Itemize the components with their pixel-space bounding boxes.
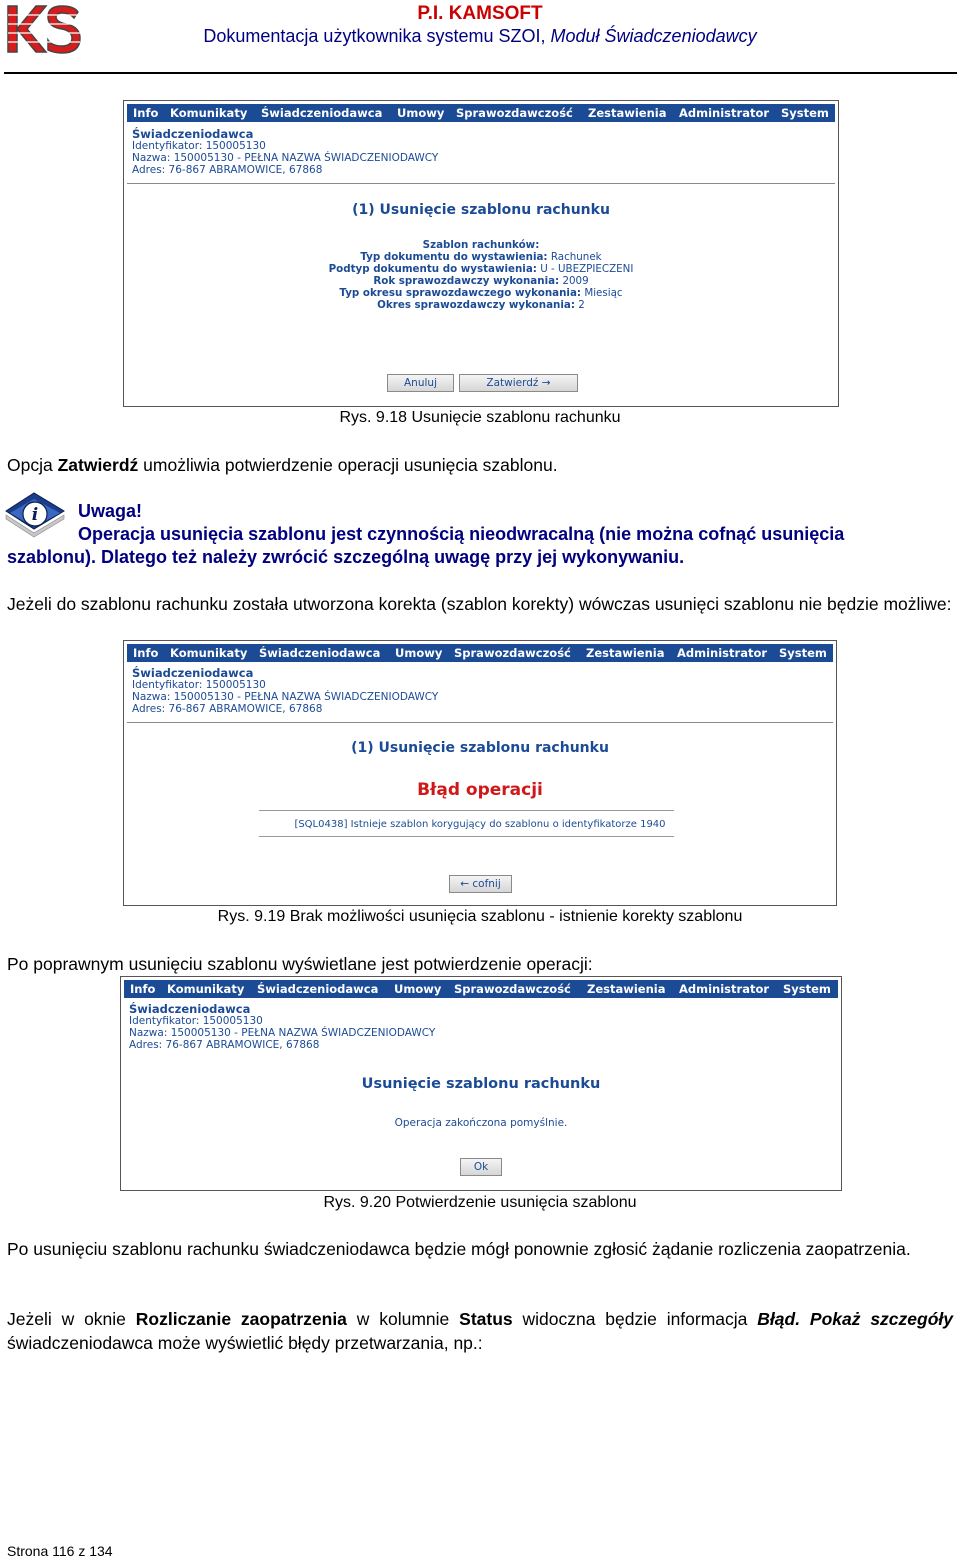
provider-separator bbox=[127, 722, 833, 723]
provider-id: Identyfikator: 150005130 bbox=[132, 140, 266, 152]
template-details: Szablon rachunków: Typ dokumentu do wystawienia: Rachunek Podtyp dokumentu do wystawienia: U - UBEZPIECZENI Rok sprawozdawczy wykonania: 2009 Typ okresu sprawozdawczego wykonania: Miesiąc Okres sprawozdawczy wykonania: 2 bbox=[124, 239, 838, 311]
menu-zestawienia[interactable]: Zestawienia bbox=[586, 646, 665, 660]
provider-info bbox=[132, 128, 438, 176]
back-button[interactable]: ← cofnij bbox=[449, 875, 512, 893]
error-message: [SQL0438] Istnieje szablon korygujący do szablonu o identyfikatorze 1940 bbox=[294, 819, 666, 830]
detail-row: Podtyp dokumentu do wystawienia: U - UBEZPIECZENI bbox=[328, 263, 634, 275]
menu-info[interactable]: Info bbox=[133, 646, 159, 660]
provider-name: Nazwa: 150005130 - PEŁNA NAZWA ŚWIADCZENIODAWCY bbox=[129, 1027, 436, 1039]
error-divider-bottom bbox=[259, 836, 674, 837]
menu-umowy[interactable]: Umowy bbox=[397, 106, 445, 120]
menu-system[interactable]: System bbox=[779, 646, 827, 660]
menu-system[interactable]: System bbox=[783, 982, 831, 996]
paragraph-confirm-option: Opcja Zatwierdź umożliwia potwierdzenie operacji usunięcia szablonu. bbox=[7, 455, 558, 475]
error-divider-top bbox=[259, 810, 674, 811]
header-divider bbox=[4, 72, 957, 74]
provider-address: Adres: 76-867 ABRAMOWICE, 67868 bbox=[132, 703, 323, 715]
screenshot-delete-success bbox=[120, 976, 842, 1191]
screenshot-delete-error bbox=[123, 640, 837, 906]
provider-address: Adres: 76-867 ABRAMOWICE, 67868 bbox=[132, 164, 323, 176]
menu-swiadczeniodawca[interactable]: Świadczeniodawca bbox=[257, 982, 379, 996]
provider-name: Nazwa: 150005130 - PEŁNA NAZWA ŚWIADCZENIODAWCY bbox=[132, 691, 439, 703]
provider-address: Adres: 76-867 ABRAMOWICE, 67868 bbox=[129, 1039, 320, 1051]
document-subtitle: Dokumentacja użytkownika systemu SZOI, Moduł Świadczeniodawcy bbox=[203, 26, 757, 46]
detail-row: Okres sprawozdawczy wykonania: 2 bbox=[377, 299, 585, 311]
form-title: (1) Usunięcie szablonu rachunku bbox=[351, 740, 609, 756]
info-icon bbox=[4, 487, 66, 539]
app-menu-bar bbox=[124, 980, 838, 998]
form-title: (1) Usunięcie szablonu rachunku bbox=[352, 202, 610, 218]
screenshot-delete-template bbox=[123, 100, 839, 407]
menu-zestawienia[interactable]: Zestawienia bbox=[587, 982, 666, 996]
error-title: Błąd operacji bbox=[417, 780, 543, 800]
menu-swiadczeniodawca[interactable]: Świadczeniodawca bbox=[259, 646, 381, 660]
paragraph-after-delete: Po poprawnym usunięciu szablonu wyświetlane jest potwierdzenie operacji: bbox=[7, 954, 593, 974]
detail-row: Typ okresu sprawozdawczego wykonania: Miesiąc bbox=[339, 287, 623, 299]
result-title: Usunięcie szablonu rachunku bbox=[361, 1076, 601, 1092]
provider-id: Identyfikator: 150005130 bbox=[132, 679, 266, 691]
menu-administrator[interactable]: Administrator bbox=[679, 106, 770, 120]
menu-system[interactable]: System bbox=[781, 106, 829, 120]
menu-umowy[interactable]: Umowy bbox=[394, 982, 442, 996]
figure-caption-9-20: Rys. 9.20 Potwierdzenie usunięcia szablonu bbox=[323, 1194, 637, 1211]
success-message: Operacja zakończona pomyślnie. bbox=[394, 1117, 568, 1129]
paragraph-resubmit: Po usunięciu szablonu rachunku świadczeniodawca będzie mógł ponownie zgłosić żądanie rozliczenia zaopatrzenia. bbox=[7, 1239, 911, 1259]
provider-title: Świadczeniodawca bbox=[132, 127, 254, 141]
warning-line-1: Operacja usunięcia szablonu jest czynnością nieodwracalną (nie można cofnąć usunięcia bbox=[78, 524, 845, 544]
figure-caption-9-19: Rys. 9.19 Brak możliwości usunięcia szablonu - istnienie korekty szablonu bbox=[217, 908, 743, 925]
provider-separator bbox=[127, 183, 835, 184]
menu-komunikaty[interactable]: Komunikaty bbox=[170, 646, 248, 660]
app-menu-bar bbox=[127, 104, 835, 122]
provider-title: Świadczeniodawca bbox=[132, 666, 254, 680]
paragraph-correction: Jeżeli do szablonu rachunku została utworzona korekta (szablon korekty) wówczas usunięci szablonu nie będzie możliwe: bbox=[7, 594, 952, 614]
warning-line-2: szablonu). Dlatego też należy zwrócić szczególną uwagę przy jej wykonywaniu. bbox=[7, 547, 685, 567]
menu-sprawozdawczosc[interactable]: Sprawozdawczość bbox=[454, 982, 571, 996]
menu-info[interactable]: Info bbox=[133, 106, 159, 120]
menu-info[interactable]: Info bbox=[130, 982, 156, 996]
detail-row: Typ dokumentu do wystawienia: Rachunek bbox=[360, 251, 602, 263]
menu-administrator[interactable]: Administrator bbox=[679, 982, 770, 996]
menu-administrator[interactable]: Administrator bbox=[677, 646, 768, 660]
figure-caption-9-18: Rys. 9.18 Usunięcie szablonu rachunku bbox=[339, 409, 621, 426]
menu-sprawozdawczosc[interactable]: Sprawozdawczość bbox=[454, 646, 571, 660]
kamsoft-logo bbox=[6, 2, 82, 56]
menu-zestawienia[interactable]: Zestawienia bbox=[588, 106, 667, 120]
provider-info bbox=[129, 1003, 435, 1051]
provider-info bbox=[132, 667, 438, 715]
provider-name: Nazwa: 150005130 - PEŁNA NAZWA ŚWIADCZENIODAWCY bbox=[132, 152, 439, 164]
company-name: P.I. KAMSOFT bbox=[417, 3, 543, 24]
confirm-button[interactable]: Zatwierdź → bbox=[459, 374, 578, 392]
cancel-button[interactable]: Anuluj bbox=[387, 374, 454, 392]
svg-text:i: i bbox=[31, 505, 39, 525]
ok-button[interactable]: Ok bbox=[460, 1158, 502, 1176]
page-number: Strona 116 z 134 bbox=[7, 1543, 113, 1559]
menu-sprawozdawczosc[interactable]: Sprawozdawczość bbox=[456, 106, 573, 120]
menu-komunikaty[interactable]: Komunikaty bbox=[170, 106, 248, 120]
provider-id: Identyfikator: 150005130 bbox=[129, 1015, 263, 1027]
menu-komunikaty[interactable]: Komunikaty bbox=[167, 982, 245, 996]
paragraph-errors-view: Jeżeli w oknie Rozliczanie zaopatrzenia w kolumnie Status widoczna będzie informacja Błąd. Pokaż szczegóły świadczeniodawca może wyświetlić błędy przetwarzania, np.: bbox=[7, 1309, 953, 1353]
app-menu-bar bbox=[127, 644, 833, 662]
menu-umowy[interactable]: Umowy bbox=[395, 646, 443, 660]
detail-row: Rok sprawozdawczy wykonania: 2009 bbox=[373, 275, 589, 287]
warning-title: Uwaga! bbox=[78, 501, 143, 521]
provider-title: Świadczeniodawca bbox=[129, 1002, 251, 1016]
menu-swiadczeniodawca[interactable]: Świadczeniodawca bbox=[261, 106, 383, 120]
